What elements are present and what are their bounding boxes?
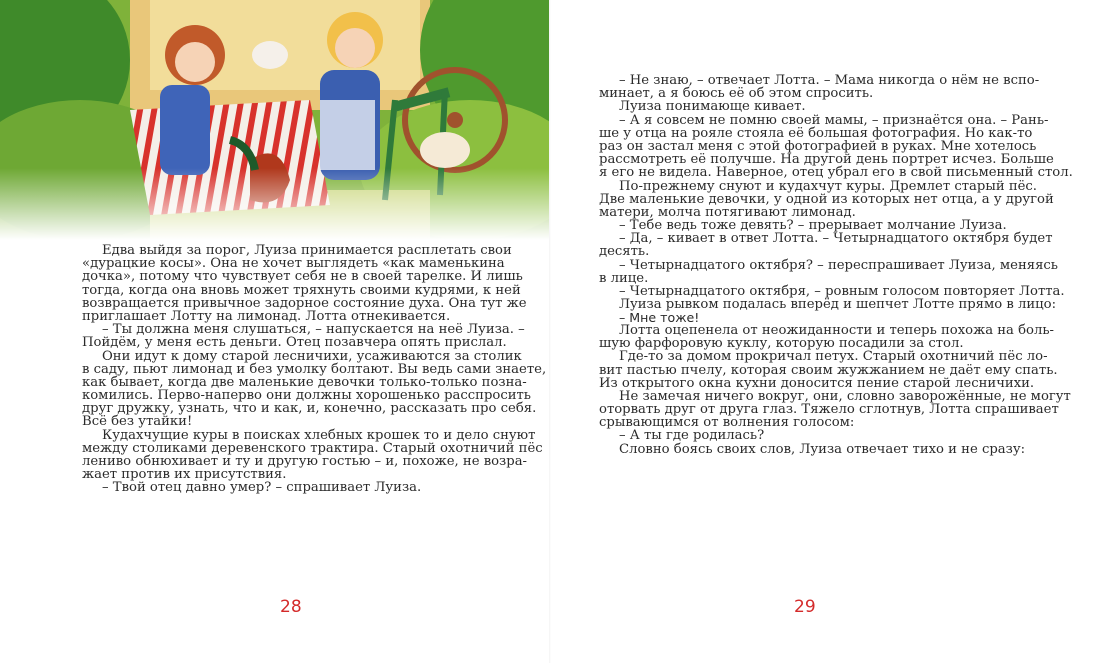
garden-illustration xyxy=(0,0,550,240)
paragraph xyxy=(82,425,543,483)
text-line: тогда, когда она вновь может тряхнуть своими кудрями, к ней xyxy=(82,282,521,298)
text-line: приглашает Лотту на лимонад. Лотта отнекивается. xyxy=(82,308,451,324)
text-line: рассмотреть её получше. На другой день портрет исчез. Больше xyxy=(599,152,1054,168)
text-line: Где-то за домом прокричал петух. Старый охотничий пёс ло- xyxy=(619,349,1048,365)
text-line: в саду, пьют лимонад и без умолку болтают. Вы ведь сами знаете, xyxy=(82,361,547,377)
text-line: как бывает, когда две маленькие девочки только-только позна- xyxy=(82,374,527,390)
paragraph xyxy=(599,110,1073,181)
text-line: – Твой отец давно умер? – спрашивает Луиза. xyxy=(102,480,422,496)
text-line: – Четырнадцатого октября? – переспрашивает Луиза, меняясь xyxy=(619,257,1058,273)
text-line: – Да, – кивает в ответ Лотта. – Четырнадцатого октября будет xyxy=(619,231,1053,247)
text-line: – Тебе ведь тоже девять? – прерывает молчание Луиза. xyxy=(619,218,1007,234)
text-line: По-прежнему снуют и кудахчут куры. Дремлет старый пёс. xyxy=(619,178,1037,194)
text-line: Едва выйдя за порог, Луиза принимается расплетать свои xyxy=(102,243,512,258)
text-line: Пойдём, у меня есть деньги. Отец позавчера опять прислал. xyxy=(82,335,507,351)
right-page xyxy=(550,0,1100,663)
text-line: лениво обнюхивает и ту и другую гостью – и, похоже, не возра- xyxy=(82,454,528,469)
text-line: минает, а я боюсь её об этом спросить. xyxy=(599,86,874,102)
paragraph xyxy=(599,386,1071,431)
text-line: возвращается привычное задорное состояние духа. Она тут же xyxy=(82,295,527,311)
paragraph xyxy=(599,439,1026,457)
text-line: дочка», потому что чувствует себя не в своей тарелке. И лишь xyxy=(82,269,523,285)
text-line: оторвать друг от друга глаз. Тяжело сглотнув, Лотта спрашивает xyxy=(599,402,1059,418)
text-line: – А я совсем не помню своей мамы, – признаётся она. – Рань- xyxy=(619,112,1049,128)
text-line: Всё без утайки! xyxy=(82,414,193,430)
text-line: Лотта оцепенела от неожиданности и теперь похожа на боль- xyxy=(619,322,1054,338)
paragraph xyxy=(599,320,1054,352)
text-line: – Не знаю, – отвечает Лотта. – Мама никогда о нём не вспо- xyxy=(619,73,1040,88)
text-line: – А ты где родилась? xyxy=(619,428,765,444)
text-line: матери, молча потягивают лимонад. xyxy=(599,204,856,220)
text-line: Они идут к дому старой лесничихи, усаживаются за столик xyxy=(102,348,522,364)
left-page-text xyxy=(82,240,547,496)
paragraph xyxy=(82,240,527,324)
text-line: «дурацкие косы». Она не хочет выглядеть «как маменькина xyxy=(82,256,505,272)
paragraph xyxy=(82,319,525,351)
text-line: ше у отца на рояле стояла её большая фотография. Но как-то xyxy=(599,125,1033,141)
paragraph xyxy=(599,294,1057,313)
paragraph xyxy=(599,70,1040,102)
paragraph xyxy=(82,477,500,496)
text-line: – Мне тоже! xyxy=(619,310,700,326)
text-line: Кудахчущие куры в поисках хлебных крошек то и дело снуют xyxy=(102,427,536,443)
page-number: 29 xyxy=(794,597,816,617)
text-line: раз он застал меня с этой фотографией в руках. Мне хотелось xyxy=(599,138,1037,154)
text-line: Словно боясь своих слов, Луиза отвечает тихо и не сразу: xyxy=(619,441,1026,457)
text-line: шую фарфоровую куклу, которую посадили за стол. xyxy=(599,336,964,352)
text-line: вит пастью пчелу, которая своим жужжанием не даёт ему спать. xyxy=(599,362,1058,378)
text-line: десять. xyxy=(599,244,650,260)
text-line: Не замечая ничего вокруг, они, словно заворожённые, не могут xyxy=(619,388,1071,404)
text-line: Луиза рывком подалась вперёд и шепчет Лотте прямо в лицо: xyxy=(619,297,1057,313)
text-line: жает против их присутствия. xyxy=(82,467,287,483)
text-line: Луиза понимающе кивает. xyxy=(619,99,806,115)
paragraph xyxy=(599,176,1054,220)
text-line: комились. Перво-наперво они должны хорошенько расспросить xyxy=(82,388,531,404)
paragraph xyxy=(599,255,1058,286)
right-page-text xyxy=(599,70,1073,457)
text-line: между столиками деревенского трактира. Старый охотничий пёс xyxy=(82,440,543,456)
paragraph xyxy=(599,215,1015,234)
paragraph xyxy=(599,346,1058,391)
paragraph xyxy=(599,281,1065,299)
text-line: я его не видела. Наверное, отец убрал его в свой письменный стол. xyxy=(599,165,1073,181)
text-line: в лице. xyxy=(599,270,649,286)
text-line: Две маленькие девочки, у одной из которых нет отца, а у другой xyxy=(599,191,1054,207)
text-line: друг дружку, узнать, что и как, и, конечно, рассказать про себя. xyxy=(82,401,537,417)
paragraph xyxy=(82,346,547,430)
text-line: – Четырнадцатого октября, – ровным голосом повторяет Лотта. xyxy=(619,284,1065,299)
text-line: – Ты должна меня слушаться, – напускается на неё Луиза. – xyxy=(102,322,525,338)
text-line: срывающимся от волнения голосом: xyxy=(599,415,855,431)
paragraph xyxy=(599,228,1053,260)
page-number: 28 xyxy=(280,597,302,617)
text-line: Из открытого окна кухни доносится пение старой лесничихи. xyxy=(599,375,1035,391)
